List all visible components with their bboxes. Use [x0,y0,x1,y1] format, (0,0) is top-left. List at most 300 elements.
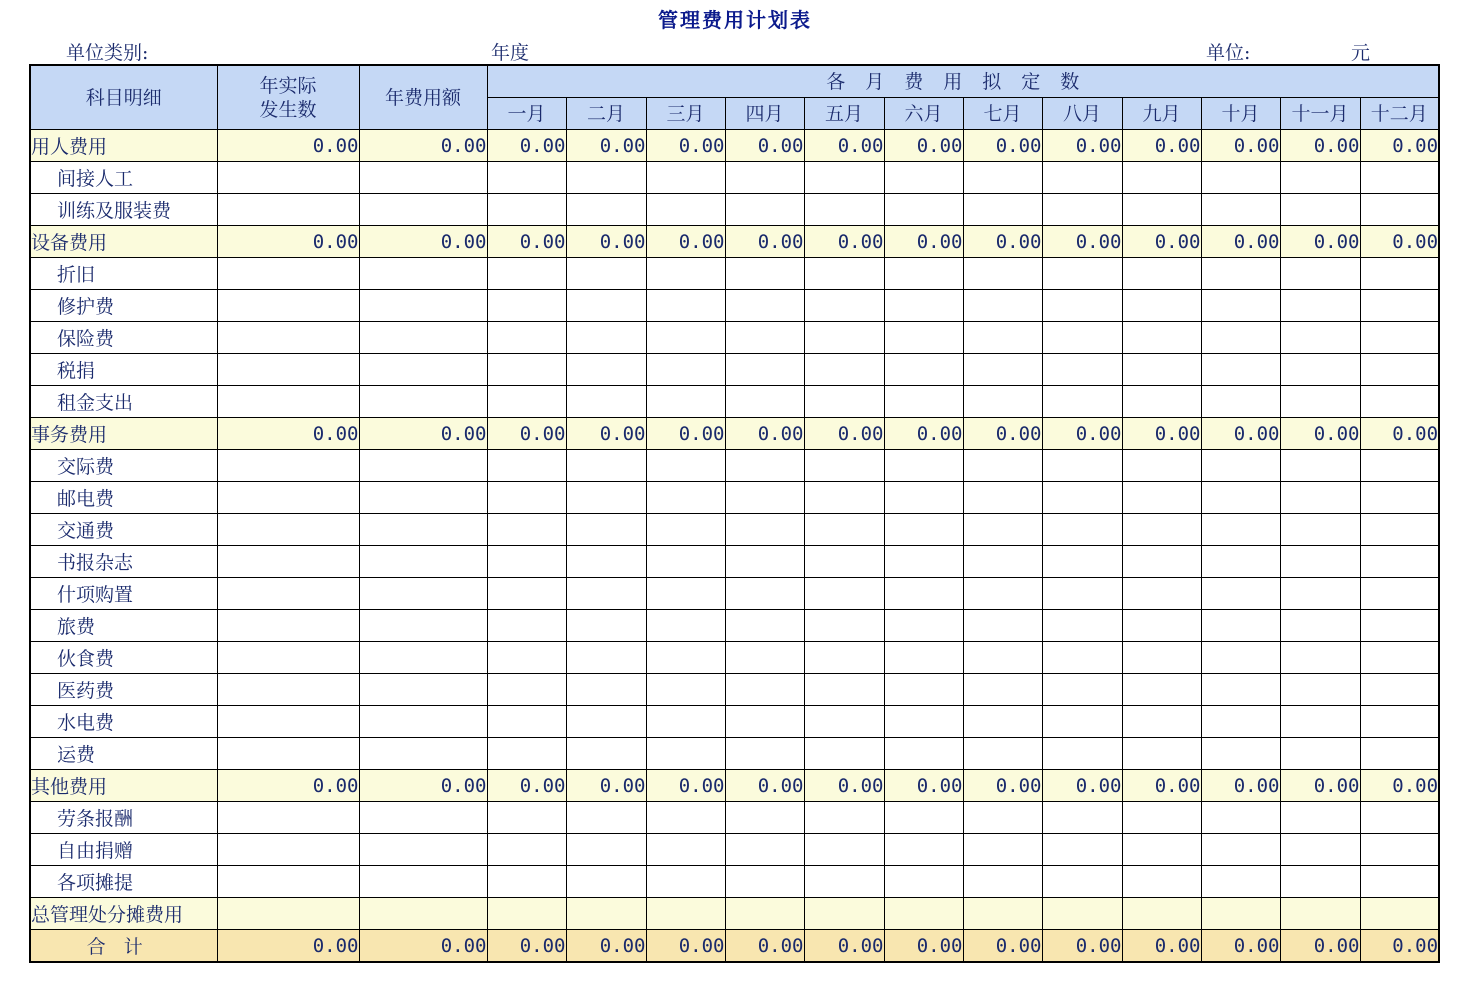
value-cell[interactable] [566,290,646,322]
value-cell[interactable] [1280,642,1360,674]
value-cell[interactable] [487,386,566,418]
value-cell[interactable]: 0.00 [566,418,646,450]
value-cell[interactable] [217,546,359,578]
value-cell[interactable] [646,354,725,386]
value-cell[interactable] [1280,546,1360,578]
value-cell[interactable] [884,866,963,898]
value-cell[interactable] [217,866,359,898]
value-cell[interactable] [1360,514,1439,546]
value-cell[interactable] [1122,834,1201,866]
value-cell[interactable] [217,194,359,226]
value-cell[interactable] [217,354,359,386]
value-cell[interactable] [963,194,1042,226]
value-cell[interactable] [725,450,804,482]
value-cell[interactable]: 0.00 [1360,930,1439,963]
value-cell[interactable] [646,450,725,482]
value-cell[interactable] [1042,802,1122,834]
value-cell[interactable] [1280,834,1360,866]
value-cell[interactable]: 0.00 [217,130,359,162]
value-cell[interactable] [1201,258,1280,290]
value-cell[interactable] [884,162,963,194]
value-cell[interactable] [1360,354,1439,386]
value-cell[interactable]: 0.00 [646,226,725,258]
value-cell[interactable]: 0.00 [1042,770,1122,802]
value-cell[interactable] [884,898,963,930]
value-cell[interactable] [884,834,963,866]
value-cell[interactable] [1360,450,1439,482]
value-cell[interactable]: 0.00 [1042,930,1122,963]
value-cell[interactable] [566,162,646,194]
value-cell[interactable] [1042,258,1122,290]
value-cell[interactable] [359,194,487,226]
value-cell[interactable] [725,162,804,194]
value-cell[interactable]: 0.00 [725,418,804,450]
value-cell[interactable] [1042,642,1122,674]
value-cell[interactable] [1122,706,1201,738]
value-cell[interactable] [884,706,963,738]
value-cell[interactable] [725,546,804,578]
value-cell[interactable] [725,674,804,706]
value-cell[interactable] [566,578,646,610]
value-cell[interactable] [1360,578,1439,610]
value-cell[interactable]: 0.00 [804,418,884,450]
value-cell[interactable] [1201,386,1280,418]
value-cell[interactable] [1201,578,1280,610]
value-cell[interactable] [1042,194,1122,226]
value-cell[interactable] [646,642,725,674]
value-cell[interactable] [646,834,725,866]
value-cell[interactable] [725,514,804,546]
value-cell[interactable] [487,162,566,194]
value-cell[interactable] [359,322,487,354]
value-cell[interactable] [566,546,646,578]
value-cell[interactable] [217,898,359,930]
value-cell[interactable] [359,738,487,770]
value-cell[interactable] [963,258,1042,290]
value-cell[interactable]: 0.00 [646,930,725,963]
value-cell[interactable] [1201,546,1280,578]
value-cell[interactable]: 0.00 [1201,770,1280,802]
value-cell[interactable] [487,194,566,226]
value-cell[interactable] [725,290,804,322]
value-cell[interactable] [1042,386,1122,418]
value-cell[interactable] [646,482,725,514]
value-cell[interactable] [1280,450,1360,482]
value-cell[interactable]: 0.00 [1280,770,1360,802]
value-cell[interactable] [1280,194,1360,226]
value-cell[interactable] [566,866,646,898]
value-cell[interactable] [1042,290,1122,322]
value-cell[interactable] [1280,898,1360,930]
value-cell[interactable] [217,514,359,546]
value-cell[interactable] [217,290,359,322]
value-cell[interactable] [804,482,884,514]
value-cell[interactable] [725,578,804,610]
value-cell[interactable] [217,706,359,738]
value-cell[interactable] [884,322,963,354]
value-cell[interactable] [884,450,963,482]
value-cell[interactable] [804,706,884,738]
value-cell[interactable] [487,322,566,354]
value-cell[interactable] [566,386,646,418]
value-cell[interactable] [804,834,884,866]
value-cell[interactable]: 0.00 [646,770,725,802]
value-cell[interactable] [1360,546,1439,578]
value-cell[interactable] [963,450,1042,482]
value-cell[interactable] [1280,706,1360,738]
value-cell[interactable] [725,642,804,674]
value-cell[interactable] [1360,674,1439,706]
value-cell[interactable] [1201,194,1280,226]
value-cell[interactable] [566,482,646,514]
value-cell[interactable]: 0.00 [1042,130,1122,162]
value-cell[interactable] [566,514,646,546]
value-cell[interactable] [725,354,804,386]
value-cell[interactable] [1360,386,1439,418]
value-cell[interactable] [725,482,804,514]
value-cell[interactable] [963,354,1042,386]
value-cell[interactable] [963,802,1042,834]
value-cell[interactable] [963,706,1042,738]
value-cell[interactable] [1122,482,1201,514]
value-cell[interactable] [963,738,1042,770]
value-cell[interactable]: 0.00 [1280,130,1360,162]
value-cell[interactable] [884,610,963,642]
value-cell[interactable] [725,866,804,898]
value-cell[interactable] [566,898,646,930]
value-cell[interactable] [359,578,487,610]
value-cell[interactable] [566,354,646,386]
value-cell[interactable] [566,642,646,674]
value-cell[interactable] [1042,898,1122,930]
value-cell[interactable] [1360,642,1439,674]
value-cell[interactable] [359,866,487,898]
value-cell[interactable]: 0.00 [963,418,1042,450]
value-cell[interactable] [1360,290,1439,322]
value-cell[interactable] [217,386,359,418]
value-cell[interactable]: 0.00 [566,770,646,802]
value-cell[interactable] [1280,610,1360,642]
value-cell[interactable] [487,258,566,290]
value-cell[interactable] [1122,642,1201,674]
value-cell[interactable] [1360,194,1439,226]
value-cell[interactable]: 0.00 [884,226,963,258]
value-cell[interactable] [359,450,487,482]
value-cell[interactable] [884,674,963,706]
value-cell[interactable] [487,834,566,866]
value-cell[interactable] [884,738,963,770]
value-cell[interactable] [646,546,725,578]
value-cell[interactable] [217,674,359,706]
value-cell[interactable] [1122,866,1201,898]
value-cell[interactable]: 0.00 [359,418,487,450]
value-cell[interactable] [1360,706,1439,738]
value-cell[interactable]: 0.00 [725,226,804,258]
value-cell[interactable]: 0.00 [1122,418,1201,450]
value-cell[interactable] [725,610,804,642]
value-cell[interactable]: 0.00 [1360,770,1439,802]
value-cell[interactable] [1201,642,1280,674]
value-cell[interactable] [1280,514,1360,546]
value-cell[interactable]: 0.00 [1360,226,1439,258]
value-cell[interactable] [1280,354,1360,386]
value-cell[interactable] [359,802,487,834]
value-cell[interactable] [1280,578,1360,610]
value-cell[interactable] [1122,290,1201,322]
value-cell[interactable] [1280,674,1360,706]
value-cell[interactable]: 0.00 [1122,226,1201,258]
value-cell[interactable] [1122,258,1201,290]
value-cell[interactable]: 0.00 [217,418,359,450]
value-cell[interactable] [1201,322,1280,354]
value-cell[interactable] [1280,482,1360,514]
value-cell[interactable] [1122,674,1201,706]
value-cell[interactable] [359,162,487,194]
value-cell[interactable] [1201,802,1280,834]
value-cell[interactable] [1280,738,1360,770]
value-cell[interactable] [359,258,487,290]
value-cell[interactable] [963,162,1042,194]
value-cell[interactable]: 0.00 [1201,418,1280,450]
value-cell[interactable] [804,322,884,354]
value-cell[interactable] [217,578,359,610]
value-cell[interactable]: 0.00 [646,130,725,162]
value-cell[interactable] [804,162,884,194]
value-cell[interactable]: 0.00 [217,770,359,802]
value-cell[interactable] [487,578,566,610]
value-cell[interactable] [359,674,487,706]
value-cell[interactable] [804,354,884,386]
value-cell[interactable] [217,322,359,354]
value-cell[interactable] [884,802,963,834]
value-cell[interactable] [804,802,884,834]
value-cell[interactable]: 0.00 [487,130,566,162]
value-cell[interactable] [1122,898,1201,930]
value-cell[interactable] [359,482,487,514]
value-cell[interactable] [359,354,487,386]
value-cell[interactable]: 0.00 [566,930,646,963]
value-cell[interactable] [359,610,487,642]
value-cell[interactable] [963,834,1042,866]
value-cell[interactable] [217,450,359,482]
value-cell[interactable]: 0.00 [487,770,566,802]
value-cell[interactable] [566,674,646,706]
value-cell[interactable] [1280,258,1360,290]
value-cell[interactable] [725,194,804,226]
value-cell[interactable] [725,898,804,930]
value-cell[interactable] [217,834,359,866]
value-cell[interactable] [1280,386,1360,418]
value-cell[interactable] [1201,834,1280,866]
value-cell[interactable] [1122,194,1201,226]
value-cell[interactable] [217,162,359,194]
value-cell[interactable]: 0.00 [1360,130,1439,162]
value-cell[interactable] [804,674,884,706]
value-cell[interactable] [217,642,359,674]
value-cell[interactable] [359,834,487,866]
value-cell[interactable] [804,258,884,290]
value-cell[interactable] [725,706,804,738]
value-cell[interactable] [646,194,725,226]
value-cell[interactable] [1122,738,1201,770]
value-cell[interactable] [1201,482,1280,514]
value-cell[interactable]: 0.00 [1122,930,1201,963]
value-cell[interactable] [646,674,725,706]
value-cell[interactable]: 0.00 [884,770,963,802]
value-cell[interactable] [1042,514,1122,546]
value-cell[interactable] [646,386,725,418]
value-cell[interactable] [804,610,884,642]
value-cell[interactable] [1042,546,1122,578]
value-cell[interactable] [884,258,963,290]
value-cell[interactable] [566,258,646,290]
value-cell[interactable] [725,802,804,834]
value-cell[interactable] [566,322,646,354]
value-cell[interactable] [1122,546,1201,578]
value-cell[interactable] [804,194,884,226]
value-cell[interactable] [646,802,725,834]
value-cell[interactable] [1201,450,1280,482]
value-cell[interactable] [725,322,804,354]
value-cell[interactable] [487,610,566,642]
value-cell[interactable] [884,578,963,610]
value-cell[interactable] [1042,450,1122,482]
value-cell[interactable] [804,578,884,610]
value-cell[interactable] [359,514,487,546]
value-cell[interactable] [646,866,725,898]
value-cell[interactable] [359,706,487,738]
value-cell[interactable] [646,258,725,290]
value-cell[interactable]: 0.00 [1122,770,1201,802]
value-cell[interactable] [963,290,1042,322]
value-cell[interactable]: 0.00 [963,130,1042,162]
value-cell[interactable]: 0.00 [884,130,963,162]
value-cell[interactable] [1201,610,1280,642]
value-cell[interactable] [1360,834,1439,866]
value-cell[interactable]: 0.00 [359,130,487,162]
value-cell[interactable] [1122,162,1201,194]
value-cell[interactable] [1360,258,1439,290]
value-cell[interactable] [1360,322,1439,354]
value-cell[interactable] [1042,610,1122,642]
value-cell[interactable] [884,290,963,322]
value-cell[interactable] [1042,738,1122,770]
value-cell[interactable] [1280,802,1360,834]
value-cell[interactable] [487,642,566,674]
value-cell[interactable] [884,354,963,386]
value-cell[interactable] [884,386,963,418]
value-cell[interactable] [487,866,566,898]
value-cell[interactable] [566,450,646,482]
value-cell[interactable] [1360,738,1439,770]
value-cell[interactable]: 0.00 [1280,930,1360,963]
value-cell[interactable] [566,802,646,834]
value-cell[interactable] [359,386,487,418]
value-cell[interactable] [487,514,566,546]
value-cell[interactable]: 0.00 [963,930,1042,963]
value-cell[interactable] [1201,674,1280,706]
value-cell[interactable]: 0.00 [646,418,725,450]
value-cell[interactable] [359,898,487,930]
value-cell[interactable] [217,802,359,834]
value-cell[interactable] [804,290,884,322]
value-cell[interactable] [566,706,646,738]
value-cell[interactable]: 0.00 [725,130,804,162]
value-cell[interactable] [804,514,884,546]
value-cell[interactable] [1201,898,1280,930]
value-cell[interactable]: 0.00 [1122,130,1201,162]
value-cell[interactable] [217,738,359,770]
value-cell[interactable] [1122,354,1201,386]
value-cell[interactable]: 0.00 [1201,130,1280,162]
value-cell[interactable]: 0.00 [487,930,566,963]
value-cell[interactable]: 0.00 [963,226,1042,258]
value-cell[interactable] [487,738,566,770]
value-cell[interactable] [487,674,566,706]
value-cell[interactable] [1201,866,1280,898]
value-cell[interactable] [963,674,1042,706]
value-cell[interactable] [1360,802,1439,834]
value-cell[interactable] [884,482,963,514]
value-cell[interactable] [963,610,1042,642]
value-cell[interactable] [646,322,725,354]
value-cell[interactable] [963,866,1042,898]
value-cell[interactable]: 0.00 [487,226,566,258]
value-cell[interactable] [217,482,359,514]
value-cell[interactable] [646,898,725,930]
value-cell[interactable] [566,834,646,866]
value-cell[interactable] [884,194,963,226]
value-cell[interactable]: 0.00 [1042,226,1122,258]
value-cell[interactable] [487,706,566,738]
value-cell[interactable] [804,450,884,482]
value-cell[interactable]: 0.00 [566,130,646,162]
value-cell[interactable] [1201,738,1280,770]
value-cell[interactable] [963,482,1042,514]
value-cell[interactable] [963,898,1042,930]
value-cell[interactable] [1042,866,1122,898]
value-cell[interactable] [1122,322,1201,354]
value-cell[interactable] [1122,802,1201,834]
value-cell[interactable]: 0.00 [566,226,646,258]
value-cell[interactable] [217,258,359,290]
value-cell[interactable]: 0.00 [804,930,884,963]
value-cell[interactable] [566,194,646,226]
value-cell[interactable]: 0.00 [359,770,487,802]
value-cell[interactable]: 0.00 [1360,418,1439,450]
value-cell[interactable] [1201,290,1280,322]
value-cell[interactable] [359,290,487,322]
value-cell[interactable] [963,514,1042,546]
value-cell[interactable] [1042,354,1122,386]
value-cell[interactable] [1201,162,1280,194]
value-cell[interactable] [963,578,1042,610]
value-cell[interactable] [963,642,1042,674]
value-cell[interactable]: 0.00 [217,930,359,963]
value-cell[interactable] [487,898,566,930]
value-cell[interactable] [1042,578,1122,610]
value-cell[interactable] [1122,610,1201,642]
value-cell[interactable]: 0.00 [1042,418,1122,450]
value-cell[interactable] [1360,898,1439,930]
value-cell[interactable]: 0.00 [487,418,566,450]
value-cell[interactable] [1042,482,1122,514]
value-cell[interactable] [804,738,884,770]
value-cell[interactable] [1201,706,1280,738]
value-cell[interactable] [1042,706,1122,738]
value-cell[interactable]: 0.00 [359,930,487,963]
value-cell[interactable] [487,290,566,322]
